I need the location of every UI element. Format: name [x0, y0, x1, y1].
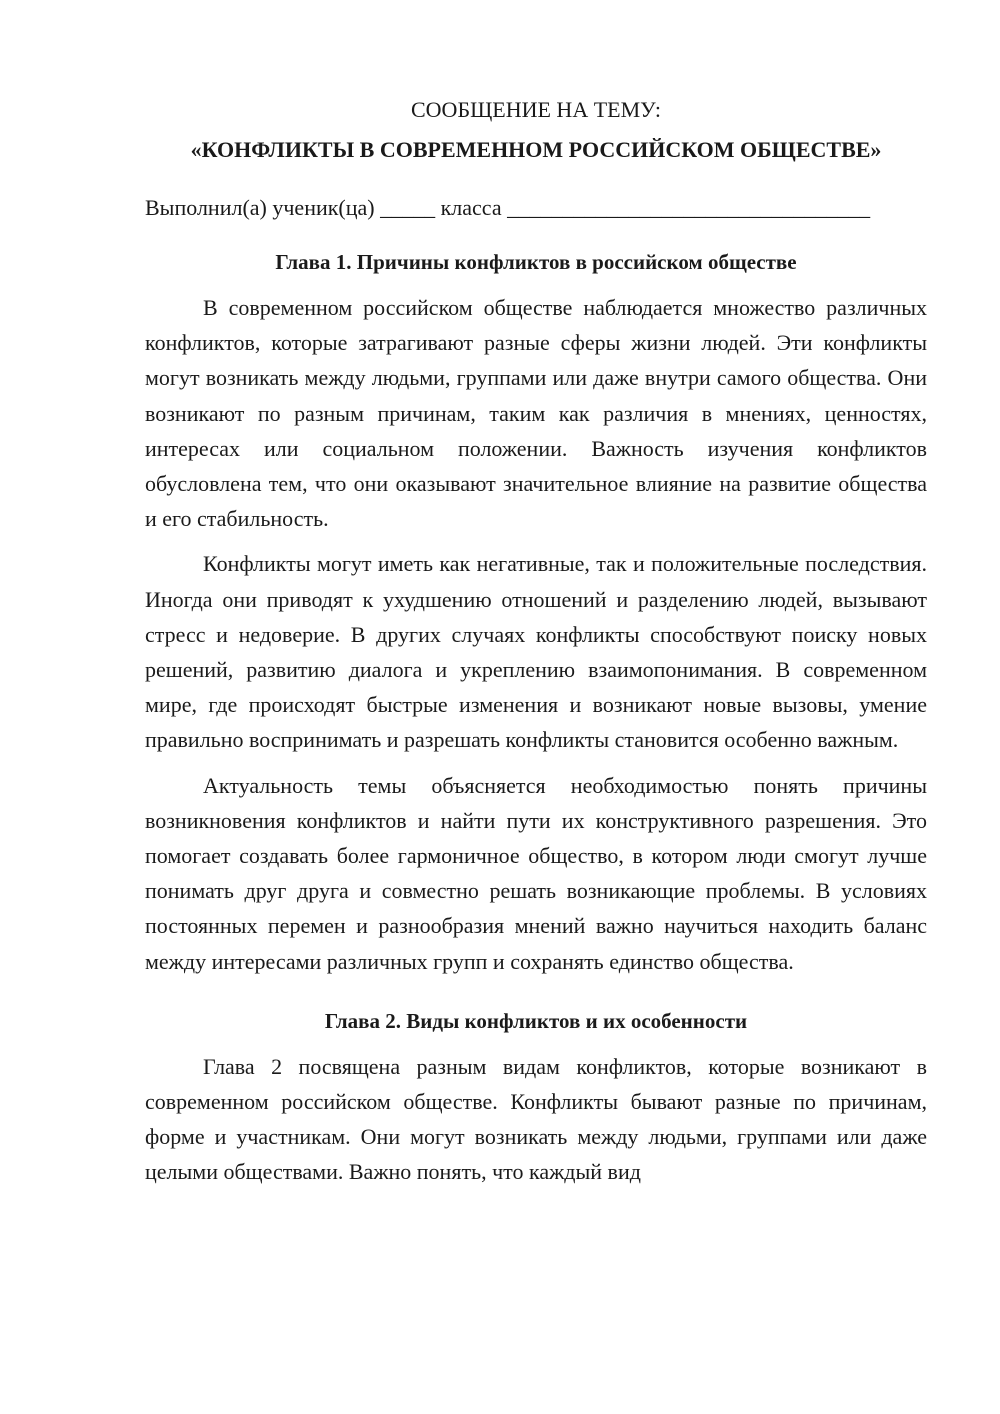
chapter-2-paragraph-1: Глава 2 посвящена разным видам конфликтов, которые возникают в современном российском обществе. Конфликты бывают разные по причинам, форме и участникам. Они могут возникать между людьми, группами или даже целыми обществами. Важно понять, что каждый вид [145, 1053, 927, 1185]
chapter-1-paragraph-1: В современном российском обществе наблюдается множество различных конфликтов, которые затрагивают разные сферы жизни людей. Эти конфликты могут возникать между людьми, группами или даже внутри самого общества. Они возникают по разным причинам, таким как различия в мнениях, ценностях, интересах или социальном положении. Важность изучения конфликтов обусловлена тем, что они оказывают значительное влияние на развитие общества и его стабильность. [145, 295, 927, 532]
chapter-1 [145, 244, 927, 979]
chapter-2-heading: Глава 2. Виды конфликтов и их особенности [324, 1008, 748, 1033]
document-topic-title: «КОНФЛИКТЫ В СОВРЕМЕННОМ РОССИЙСКОМ ОБЩЕСТВЕ» [190, 137, 882, 162]
document-page [145, 92, 927, 1190]
performer-line: Выполнил(а) ученик(ца) _____ класса _________________________________ [145, 195, 871, 220]
document-header-line: СООБЩЕНИЕ НА ТЕМУ: [411, 97, 661, 122]
chapter-2 [145, 1003, 927, 1190]
chapter-1-paragraph-3: Актуальность темы объясняется необходимостью понять причины возникновения конфликтов и найти пути их конструктивного разрешения. Это помогает создавать более гармоничное общество, в котором люди смогут лучше понимать друг друга и совместно решать возникающие проблемы. В условиях постоянных перемен и разнообразия мнений важно научиться находить баланс между интересами различных групп и сохранять единство общества. [145, 772, 927, 974]
chapter-1-paragraph-2: Конфликты могут иметь как негативные, так и положительные последствия. Иногда они приводят к ухудшению отношений и разделению людей, вызывают стресс и недоверие. В других случаях конфликты способствуют поиску новых решений, развитию диалога и укреплению взаимопонимания. В современном мире, где происходят быстрые изменения и возникают новые вызовы, умение правильно воспринимать и разрешать конфликты становится особенно важным. [145, 551, 927, 753]
chapter-1-heading: Глава 1. Причины конфликтов в российском обществе [275, 250, 797, 274]
